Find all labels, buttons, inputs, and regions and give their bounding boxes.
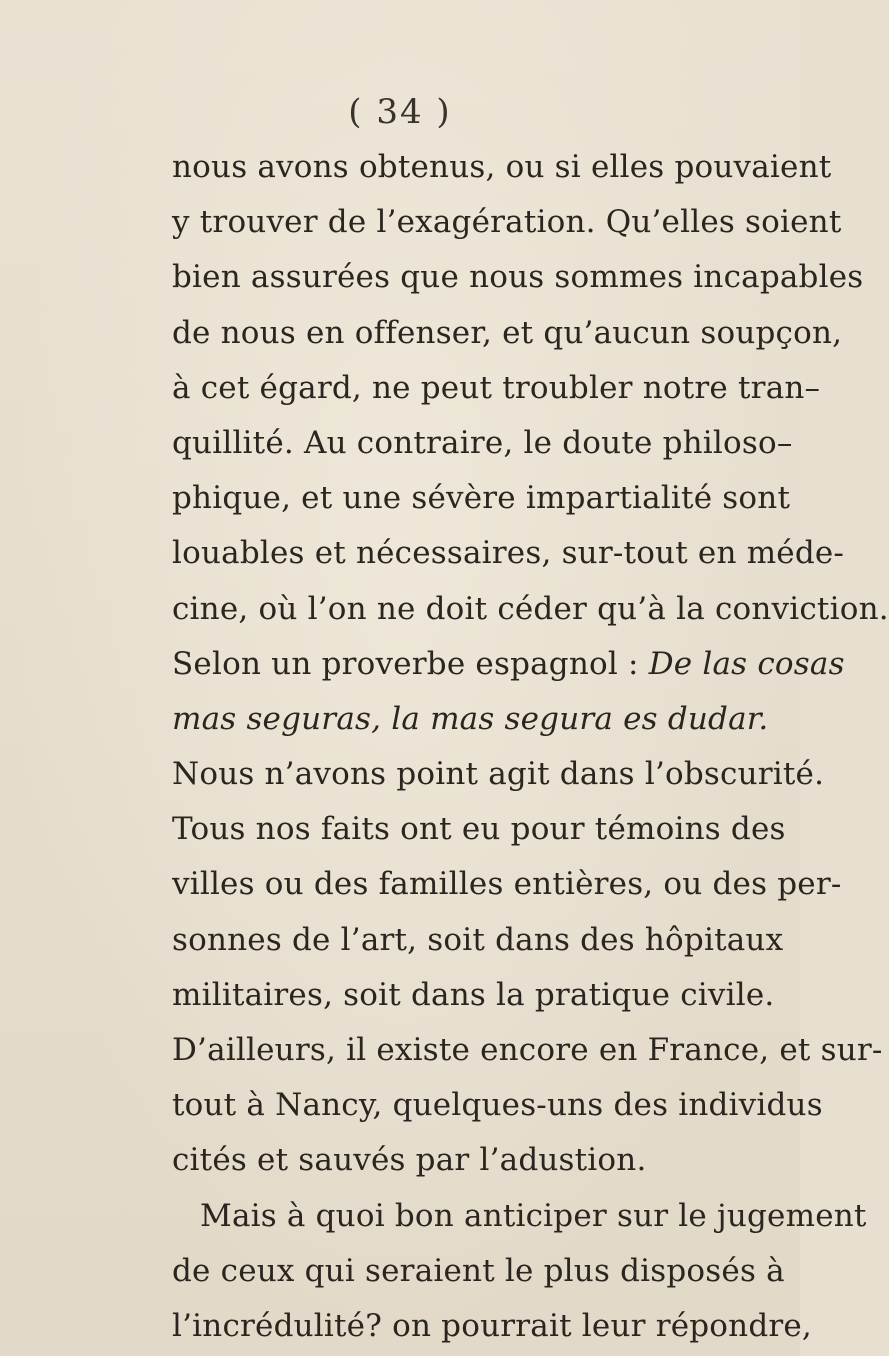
- text-line: louables et nécessaires, sur-tout en méde-: [172, 535, 845, 572]
- body-text: [172, 140, 889, 1354]
- text-line: sonnes de l’art, soit dans des hôpitaux: [172, 921, 784, 958]
- text-line: y trouver de l’exagération. Qu’elles soient: [172, 204, 842, 241]
- text-line: Tous nos faits ont eu pour témoins des: [172, 811, 786, 848]
- text-line: nous avons obtenus, ou si elles pouvaient: [172, 149, 832, 185]
- paragraph-start-line: Mais à quoi bon anticiper sur le jugement: [200, 1197, 867, 1234]
- text-line: Nous n’avons point agit dans l’obscurité.: [172, 756, 825, 793]
- text-line: tout à Nancy, quelques-uns des individus: [172, 1087, 823, 1124]
- proverb-quote: De las cosas: [648, 645, 845, 682]
- text-line: l’incrédulité? on pourrait leur répondre,: [172, 1307, 812, 1344]
- text-line: phique, et une sévère impartialité sont: [172, 480, 791, 517]
- text-line: quillité. Au contraire, le doute philoso–: [172, 424, 793, 461]
- text-line: [172, 637, 845, 692]
- text-line: D’ailleurs, il existe encore en France, et sur-: [172, 1032, 883, 1068]
- text-line: de nous en offenser, et qu’aucun soupçon,: [172, 314, 843, 351]
- text-line: bien assurées que nous sommes incapables: [172, 259, 864, 296]
- text-line: cine, où l’on ne doit céder qu’à la conviction.: [172, 590, 889, 627]
- page-number: ( 34 ): [348, 92, 452, 132]
- text-line: à cet égard, ne peut troubler notre tran–: [172, 369, 821, 406]
- text-line: villes ou des familles entières, ou des per-: [172, 866, 842, 903]
- proverb-quote-line: mas seguras, la mas segura es dudar.: [172, 700, 769, 737]
- text-line: de ceux qui seraient le plus disposés à: [172, 1252, 785, 1289]
- paragraph-end-line: cités et sauvés par l’adustion.: [172, 1142, 647, 1179]
- proverb-intro: Selon un proverbe espagnol :: [172, 645, 649, 682]
- text-line: militaires, soit dans la pratique civile.: [172, 976, 775, 1013]
